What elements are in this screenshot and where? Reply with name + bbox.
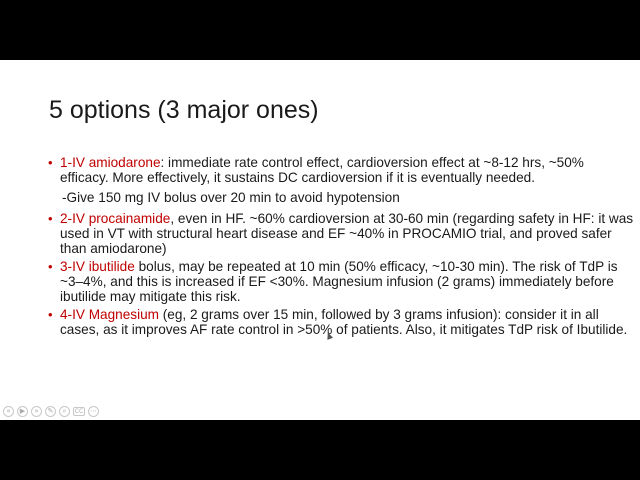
forward-icon[interactable]: » (31, 406, 42, 417)
more-icon[interactable]: ⋯ (90, 407, 97, 415)
sub-note: -Give 150 mg IV bolus over 20 min to avoid hypotension (62, 190, 400, 205)
captions-icon[interactable]: CC (74, 408, 84, 415)
search-icon[interactable]: ⌕ (59, 406, 70, 417)
bullet-text: : immediate rate control effect, cardioversion effect at ~8-12 hrs, ~50% efficacy. More effectively, it sustains DC cardioversion if it is eventually needed. (60, 155, 584, 185)
play-icon[interactable]: ▶ (17, 406, 28, 417)
bullet-text: bolus, may be repeated at 10 min (50% efficacy, ~10-30 min). The risk of TdP is ~3–4%, and this is increased if EF <30%. Magnesium infusion (2 grams) immediately before ibutilide may mitigate this risk. (60, 259, 618, 304)
bullet-dot: • (48, 307, 53, 322)
bullet-heading: 3-IV ibutilide (60, 259, 135, 274)
slide-title: 5 options (3 major ones) (49, 96, 319, 124)
slide (0, 60, 640, 420)
bullet-dot: • (48, 259, 53, 274)
bullet-dot: • (48, 155, 53, 170)
bullet-list (48, 155, 636, 340)
pen-icon[interactable]: ✎ (45, 406, 56, 417)
bullet-heading: 1-IV amiodarone (60, 155, 161, 170)
bullet-text: , even in HF. ~60% cardioversion at 30-60 min (regarding safety in HF: it was used in VT with structural heart disease and EF ~40% in PROCAMIO trial, and proved safer than amiodarone) (60, 211, 634, 256)
bullet-item-ibutilide (48, 259, 636, 304)
bullet-item-amiodarone (48, 155, 636, 185)
bullet-heading: 2-IV procainamide (60, 211, 171, 226)
bullet-dot: • (48, 211, 53, 226)
bullet-item-procainamide (48, 211, 636, 256)
bullet-text: (eg, 2 grams over 15 min, followed by 3 grams infusion): consider it in all cases, as it improves AF rate control in >50% of patients. Also, it mitigates TdP risk of Ibutilide. (60, 307, 628, 337)
bullet-item-magnesium (48, 307, 636, 337)
rewind-icon[interactable]: « (3, 406, 14, 417)
presentation-controls (3, 406, 99, 417)
bullet-heading: 4-IV Magnesium (60, 307, 159, 322)
